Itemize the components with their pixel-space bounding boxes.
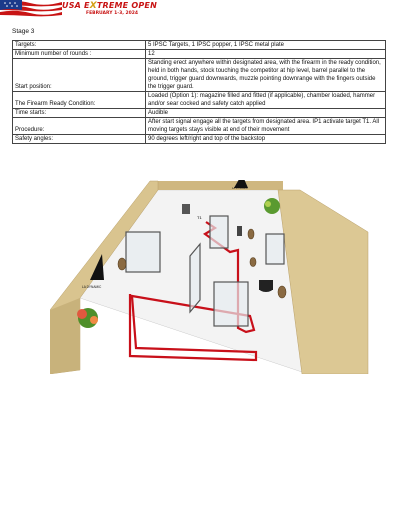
row-value: 5 IPSC Targets, 1 IPSC popper, 1 IPSC metal plate xyxy=(146,41,386,50)
table-row xyxy=(13,59,386,92)
barrels xyxy=(259,280,273,292)
row-value: 12 xyxy=(146,50,386,59)
row-label: Start position: xyxy=(13,59,146,92)
event-logo: USA EXTREME OPEN xyxy=(62,1,157,11)
metal-plate xyxy=(182,204,190,214)
row-value: Loaded (Option 1): magazine filled and fitted (if applicable), chamber loaded, hammer and/or sear cocked and safety catch applied xyxy=(146,92,386,109)
us-flag-icon xyxy=(0,0,62,20)
row-label: Time starts: xyxy=(13,109,146,118)
plant-right xyxy=(264,198,280,214)
target-label: T1 xyxy=(197,215,202,220)
svg-text:LA DYNAMIC: LA DYNAMIC xyxy=(82,285,102,289)
table-row xyxy=(13,50,386,59)
event-date: FEBRUARY 1-3, 2024 xyxy=(86,11,139,16)
table-row xyxy=(13,135,386,144)
table-row xyxy=(13,41,386,50)
row-value: Audible xyxy=(146,109,386,118)
table-row xyxy=(13,92,386,109)
table-row xyxy=(13,118,386,135)
svg-text:LA DYNAMIC: LA DYNAMIC xyxy=(232,187,248,190)
row-value: 90 degrees left/right and top of the backstop xyxy=(146,135,386,144)
stage-diagram xyxy=(50,180,370,374)
header-banner xyxy=(0,0,157,22)
row-label: Targets: xyxy=(13,41,146,50)
row-value: After start signal engage all the targets from designated area. IP1 activate target T1. All moving targets stays visible at end of their movement xyxy=(146,118,386,135)
row-label: Procedure: xyxy=(13,118,146,135)
row-label: Safety angles: xyxy=(13,135,146,144)
popper xyxy=(237,226,242,236)
row-label: Minimum number of rounds : xyxy=(13,50,146,59)
row-label: The Firearm Ready Condition: xyxy=(13,92,146,109)
table-row xyxy=(13,109,386,118)
stage-title: Stage 3 xyxy=(12,28,35,35)
row-value: Standing erect anywhere within designated area, with the firearm in the ready condition, held in both hands, stock touching the competitor at hip level, barrel parallel to the ground, trigger guard downwards, muzzle pointing downrange with the fingers outside the trigger guard. xyxy=(146,59,386,92)
stage-info-table xyxy=(12,40,386,144)
